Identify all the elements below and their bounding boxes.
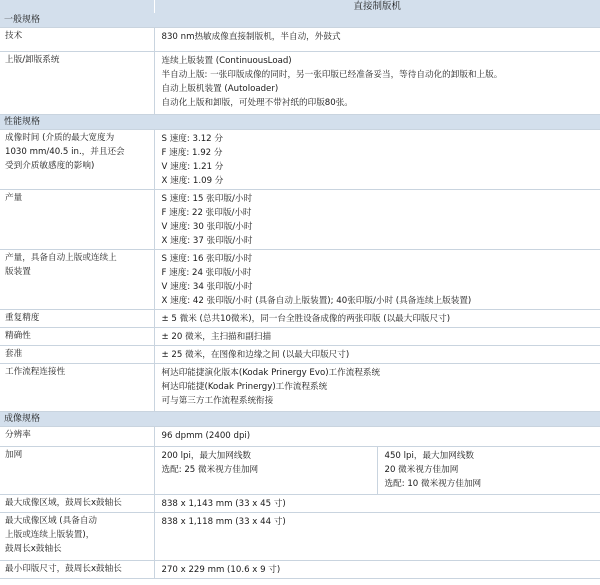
value-line: 20 微米视方佳加网 bbox=[384, 465, 459, 475]
table-row bbox=[0, 561, 600, 579]
row-value: 270 x 229 mm (10.6 x 9 寸) bbox=[154, 561, 600, 579]
row-value bbox=[154, 190, 600, 250]
header-blank-cell bbox=[0, 0, 154, 13]
value-line: 自动上版机装置 (Autoloader) bbox=[161, 84, 279, 94]
row-label: 套准 bbox=[0, 346, 154, 364]
label-line: 鼓周长x鼓轴长 bbox=[5, 544, 62, 554]
value-line: 选配: 10 微米视方佳加网 bbox=[384, 479, 482, 489]
table-row bbox=[0, 52, 600, 115]
value-line: 半自动上版: 一张印版成像的同时，另一张印版已经准备妥当，等待自动化的卸版和上版。 bbox=[161, 70, 503, 80]
table-row bbox=[0, 427, 600, 447]
row-value bbox=[154, 130, 600, 190]
value-line: 选配: 25 微米视方佳加网 bbox=[161, 465, 259, 475]
row-label bbox=[0, 513, 154, 561]
row-label: 上版/卸版系统 bbox=[0, 52, 154, 115]
table-row bbox=[0, 513, 600, 561]
table-row bbox=[0, 190, 600, 250]
row-value: 838 x 1,118 mm (33 x 44 寸) bbox=[154, 513, 600, 561]
table-row bbox=[0, 447, 600, 495]
value-line: 连续上版装置 (ContinuousLoad) bbox=[161, 56, 292, 66]
value-line: X 速度: 1.09 分 bbox=[161, 176, 224, 186]
row-label: 最小印版尺寸，鼓周长x鼓轴长 bbox=[0, 561, 154, 579]
label-line: 上版或连续上版装置)， bbox=[5, 530, 95, 540]
row-value-left bbox=[154, 447, 377, 495]
value-line: V 速度: 1.21 分 bbox=[161, 162, 224, 172]
row-value: ± 5 微米 (总共10微米)，同一台全胜设备成像的两张印版 (以最大印版尺寸) bbox=[154, 310, 600, 328]
row-value: 96 dpmm (2400 dpi) bbox=[154, 427, 600, 447]
table-row bbox=[0, 310, 600, 328]
row-value: ± 25 微米，在图像和边缘之间 (以最大印版尺寸) bbox=[154, 346, 600, 364]
section-title: 性能规格 bbox=[0, 115, 600, 130]
row-value bbox=[154, 52, 600, 115]
table-row bbox=[0, 364, 600, 412]
value-line: 自动化上版和卸版，可处理不带衬纸的印版80张。 bbox=[161, 98, 353, 108]
section-title: 成像规格 bbox=[0, 412, 600, 427]
value-line: 柯达印能捷演化版本(Kodak Prinergy Evo)工作流程系统 bbox=[161, 368, 381, 378]
row-label: 工作流程连接性 bbox=[0, 364, 154, 412]
row-label: 技术 bbox=[0, 28, 154, 52]
section-performance bbox=[0, 115, 600, 130]
value-line: F 速度: 1.92 分 bbox=[161, 148, 223, 158]
row-value: ± 20 微米，主扫描和副扫描 bbox=[154, 328, 600, 346]
label-line: 最大成像区域 (具备自动 bbox=[5, 516, 98, 526]
row-value: 838 x 1,143 mm (33 x 45 寸) bbox=[154, 495, 600, 513]
table-header-row bbox=[0, 0, 600, 13]
value-line: F 速度: 24 张印版/小时 bbox=[161, 268, 252, 278]
table-row bbox=[0, 250, 600, 310]
value-line: 450 lpi，最大加网线数 bbox=[384, 451, 475, 461]
label-line: 1030 mm/40.5 in.，并且还会 bbox=[5, 147, 125, 157]
value-line: 200 lpi，最大加网线数 bbox=[161, 451, 252, 461]
row-label bbox=[0, 250, 154, 310]
row-value bbox=[154, 364, 600, 412]
row-value-right bbox=[377, 447, 600, 495]
value-line: S 速度: 16 张印版/小时 bbox=[161, 254, 253, 264]
value-line: V 速度: 30 张印版/小时 bbox=[161, 222, 253, 232]
row-label: 最大成像区域，鼓周长x鼓轴长 bbox=[0, 495, 154, 513]
label-line: 版装置 bbox=[5, 267, 31, 277]
row-label: 加网 bbox=[0, 447, 154, 495]
table-row bbox=[0, 28, 600, 52]
value-line: X 速度: 37 张印版/小时 bbox=[161, 236, 253, 246]
row-label: 重复精度 bbox=[0, 310, 154, 328]
value-line: 柯达印能捷(Kodak Prinergy)工作流程系统 bbox=[161, 382, 328, 392]
value-line: S 速度: 3.12 分 bbox=[161, 134, 223, 144]
value-line: S 速度: 15 张印版/小时 bbox=[161, 194, 253, 204]
section-general bbox=[0, 13, 600, 28]
row-label: 分辨率 bbox=[0, 427, 154, 447]
row-value bbox=[154, 250, 600, 310]
label-line: 受到介质敏感度的影响) bbox=[5, 161, 95, 171]
header-title: 直接制版机 bbox=[154, 0, 600, 13]
value-line: F 速度: 22 张印版/小时 bbox=[161, 208, 252, 218]
value-line: 可与第三方工作流程系统衔接 bbox=[161, 396, 274, 406]
row-label bbox=[0, 130, 154, 190]
table-row bbox=[0, 130, 600, 190]
label-line: 产量，具备自动上版或连续上 bbox=[5, 253, 117, 263]
section-imaging bbox=[0, 412, 600, 427]
value-line: X 速度: 42 张印版/小时 (具备自动上版装置); 40张印版/小时 (具备连续上版装置) bbox=[161, 296, 472, 306]
table-row bbox=[0, 346, 600, 364]
label-line: 成像时间 (介质的最大宽度为 bbox=[5, 133, 115, 143]
section-title: 一般规格 bbox=[0, 13, 600, 28]
value-line: V 速度: 34 张印版/小时 bbox=[161, 282, 253, 292]
table-row bbox=[0, 328, 600, 346]
table-row bbox=[0, 495, 600, 513]
row-value: 830 nm热敏成像直接制版机，半自动，外鼓式 bbox=[154, 28, 600, 52]
row-label: 产量 bbox=[0, 190, 154, 250]
row-label: 精确性 bbox=[0, 328, 154, 346]
